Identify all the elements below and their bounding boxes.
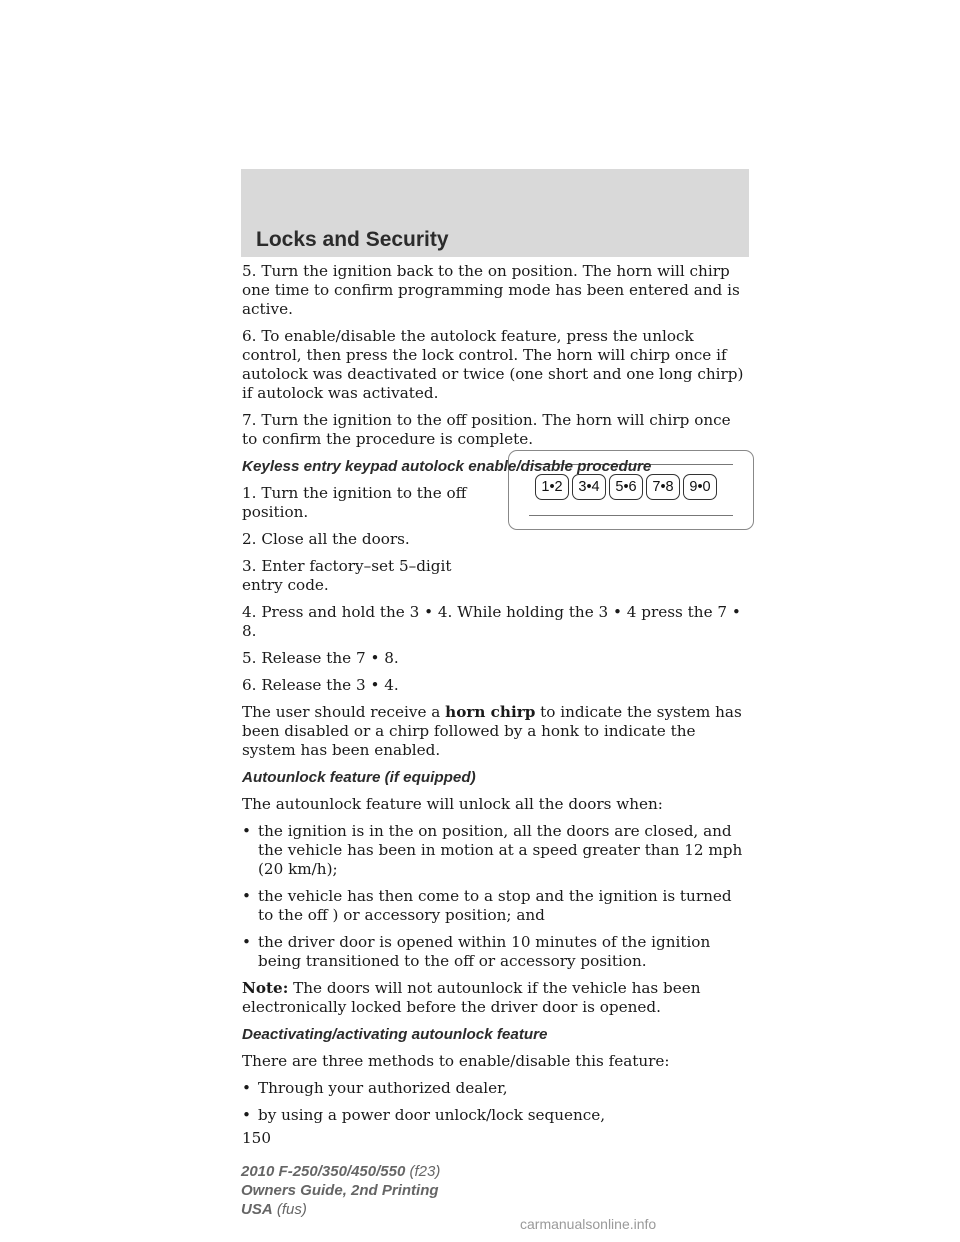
section-title: Locks and Security	[256, 228, 449, 251]
bullet-glyph: •	[242, 1079, 251, 1097]
result-text: to indicate the system has been disabled or a chirp followed by a honk to indicate the system has been enabled.	[242, 703, 742, 759]
step-paragraph: 4. Press and hold the 3 • 4. While holding the 3 • 4 press the 7 • 8.	[242, 603, 741, 640]
bullet-glyph: •	[242, 1106, 251, 1124]
bullet-text: the vehicle has then come to a stop and the ignition is turned to the off ) or accessory position; and	[258, 887, 732, 924]
step-paragraph: 5. Turn the ignition back to the on position. The horn will chirp one time to confirm programming mode has been entered and is active.	[242, 262, 740, 318]
result-paragraph	[242, 703, 750, 760]
deactivate-intro: There are three methods to enable/disable this feature:	[242, 1052, 670, 1070]
deactivate-heading: Deactivating/activating autounlock feature	[242, 1026, 548, 1043]
bullet-item	[242, 822, 750, 879]
bullet-text: the ignition is in the on position, all the doors are closed, and the vehicle has been in motion at a speed greater than 12 mph (20 km/h);	[258, 822, 743, 878]
bullet-text: Through your authorized dealer,	[258, 1079, 508, 1097]
document-footer	[241, 1162, 440, 1219]
keypad-key-1-2: 1•2	[535, 474, 569, 500]
keypad-key-7-8: 7•8	[646, 474, 680, 500]
step-paragraph: 5. Release the 7 • 8.	[242, 649, 399, 667]
note-text: The doors will not autounlock if the vehicle has been electronically locked before the driver door is opened.	[242, 979, 701, 1016]
footer-code: (f23)	[405, 1163, 441, 1180]
keypad-key-5-6: 5•6	[609, 474, 643, 500]
watermark: carmanualsonline.info	[520, 1216, 657, 1232]
footer-region-code: (fus)	[272, 1201, 307, 1218]
bullet-item	[242, 887, 750, 925]
step-paragraph: 6. To enable/disable the autolock feature, press the unlock control, then press the lock control. The horn will chirp once if autolock was deactivated or twice (one short and one long chirp) if autolock was activated.	[242, 327, 744, 402]
page-content	[242, 262, 750, 1148]
footer-model: 2010 F-250/350/450/550	[241, 1163, 406, 1180]
step-paragraph: 2. Close all the doors.	[242, 530, 410, 548]
bullet-text: the driver door is opened within 10 minutes of the ignition being transitioned to the off or accessory position.	[258, 933, 711, 970]
autounlock-heading: Autounlock feature (if equipped)	[242, 769, 476, 786]
step-paragraph: 7. Turn the ignition to the off position. The horn will chirp once to confirm the procedure is complete.	[242, 411, 731, 448]
keypad-key-9-0: 9•0	[683, 474, 717, 500]
step-paragraph: 6. Release the 3 • 4.	[242, 676, 399, 694]
step-paragraph: 3. Enter factory–set 5–digit entry code.	[242, 557, 452, 594]
keypad-key-3-4: 3•4	[572, 474, 606, 500]
section-header-band	[241, 169, 749, 257]
note-paragraph	[242, 979, 750, 1017]
footer-line-1	[241, 1162, 440, 1181]
result-text: The user should receive a	[242, 703, 446, 721]
footer-line-2: Owners Guide, 2nd Printing	[241, 1182, 439, 1199]
page-number: 150	[242, 1129, 271, 1147]
footer-region: USA	[241, 1201, 273, 1218]
bullet-item	[242, 933, 750, 971]
autounlock-intro: The autounlock feature will unlock all the doors when:	[242, 795, 663, 813]
bullet-glyph: •	[242, 887, 251, 905]
bullet-item	[242, 1106, 750, 1125]
step-paragraph: 1. Turn the ignition to the off position.	[242, 484, 467, 521]
bullet-glyph: •	[242, 822, 251, 840]
bullet-glyph: •	[242, 933, 251, 951]
keypad-section-heading: Keyless entry keypad autolock enable/disable procedure	[242, 458, 652, 475]
bullet-item	[242, 1079, 750, 1098]
footer-line-3	[241, 1200, 440, 1219]
note-label: Note:	[242, 979, 289, 997]
bullet-text: by using a power door unlock/lock sequence,	[258, 1106, 606, 1124]
result-bold-text: horn chirp	[445, 703, 536, 721]
